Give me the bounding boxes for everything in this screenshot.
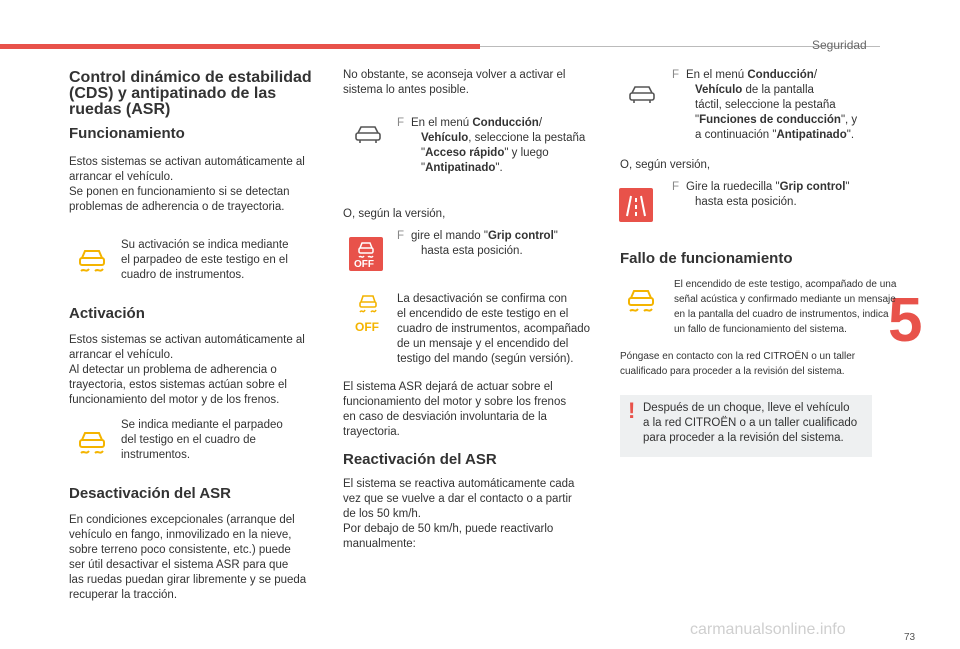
text-line: O, según versión, <box>620 159 711 171</box>
exclamation-icon: ! <box>628 398 636 423</box>
chapter-number: 5 <box>888 286 923 355</box>
text-span: ". <box>846 129 855 141</box>
text-span: ". <box>495 162 503 174</box>
text-span: " <box>553 230 558 242</box>
bullet-marker: F <box>672 69 680 81</box>
car-skid-icon <box>352 292 384 318</box>
text-line: Estos sistemas se activan automáticamente al <box>69 334 305 346</box>
text-span: En el menú <box>686 69 748 81</box>
text-line: táctil, seleccione la pestaña <box>695 99 836 111</box>
bold-text: Funciones de conducción <box>699 114 841 126</box>
text-span: , seleccione la pestaña <box>468 132 586 144</box>
text-line: Se ponen en funcionamiento si se detectan <box>69 186 290 198</box>
text-line: sistema lo antes posible. <box>343 84 469 96</box>
text-line: de un mensaje y el encendido del <box>397 338 569 350</box>
text-line: el parpadeo de este testigo en el <box>121 254 288 266</box>
main-title-line-3: ruedas (ASR) <box>69 101 171 118</box>
grip-control-off-button-icon <box>349 237 383 271</box>
grip-instruction-line-1 <box>672 180 849 195</box>
text-line: O, según la versión, <box>343 208 446 220</box>
text-line: en la pantalla del cuadro de instrumentos, indica <box>674 309 889 320</box>
heading-desactivacion: Desactivación del ASR <box>69 485 232 502</box>
text-line: Estos sistemas se activan automáticamente al <box>69 156 305 168</box>
text-span: " <box>695 114 700 126</box>
text-line: cuadro de instrumentos. <box>121 269 245 281</box>
text-line: de los 50 km/h. <box>343 508 421 520</box>
text-span: Gire la ruedecilla " <box>686 181 780 193</box>
text-line: No obstante, se aconseja volver a activar el <box>343 69 566 81</box>
text-line: problemas de adherencia o de trayectoria. <box>69 201 285 213</box>
text-line: funcionamiento del motor y sobre los frenos <box>343 396 567 408</box>
menu-instruction-line-2 <box>695 83 814 98</box>
text-line: sobre terreno poco consistente, etc.) puede <box>69 544 291 556</box>
header-accent-bar <box>0 44 480 49</box>
bold-text: Antipatinado <box>425 162 496 174</box>
road-icon <box>619 188 653 222</box>
text-line: cuadro de instrumentos, acompañado <box>397 323 591 335</box>
text-line: trayectoria, estos sistemas actúan sobre el <box>69 379 287 391</box>
heading-funcionamiento: Funcionamiento <box>69 125 185 142</box>
bold-text: Conducción <box>472 117 539 129</box>
menu-instruction-line-4 <box>421 161 503 176</box>
grip-control-dial-icon <box>619 188 653 222</box>
text-span: En el menú <box>411 117 473 129</box>
text-line: testigo del mando (según versión). <box>397 353 574 365</box>
text-line: hasta esta posición. <box>695 196 797 208</box>
car-skid-warning-icon <box>625 283 657 315</box>
text-line: El encendido de este testigo, acompañado de una <box>674 279 897 290</box>
section-title: Seguridad <box>812 38 867 52</box>
text-line: señal acústica y confirmado mediante un mensaje <box>674 294 896 305</box>
text-line: el encendido de este testigo en el <box>397 308 569 320</box>
text-span: / <box>813 69 818 81</box>
text-span: a continuación " <box>695 129 777 141</box>
page-number: 73 <box>904 632 916 643</box>
text-line: Después de un choque, lleve el vehículo <box>643 402 850 414</box>
car-menu-icon <box>627 82 657 106</box>
heading-activacion: Activación <box>69 305 145 322</box>
text-line: El sistema se reactiva automáticamente cada <box>343 478 575 490</box>
text-line: En condiciones excepcionales (arranque del <box>69 514 295 526</box>
text-line: funcionamiento del motor y de los frenos. <box>69 394 280 406</box>
text-line: ser útil desactivar el sistema ASR para que <box>69 559 289 571</box>
bullet-marker: F <box>397 117 405 129</box>
text-span: gire el mando " <box>411 230 488 242</box>
text-span: " <box>845 181 850 193</box>
text-line: las ruedas puedan girar libremente y se pueda <box>69 574 307 586</box>
watermark: carmanualsonline.info <box>690 621 846 638</box>
text-line: trayectoria. <box>343 426 400 438</box>
text-span: " y luego <box>504 147 549 159</box>
menu-instruction-line-2 <box>421 131 585 146</box>
bold-text: Acceso rápido <box>425 147 505 159</box>
text-line: Al detectar un problema de adherencia o <box>69 364 277 376</box>
bold-text: Vehículo <box>695 84 743 96</box>
asr-off-warning-icon <box>352 292 384 334</box>
text-line: hasta esta posición. <box>421 245 523 257</box>
text-line: para proceder a la revisión del sistema. <box>643 432 844 444</box>
text-line: cualificado para proceder a la revisión del sistema. <box>620 366 845 377</box>
menu-instruction-line-1 <box>672 68 817 83</box>
text-span: " <box>421 162 426 174</box>
text-line: Se indica mediante el parpadeo <box>121 419 283 431</box>
menu-instruction-line-1 <box>397 116 542 131</box>
text-span: de la pantalla <box>742 84 814 96</box>
menu-instruction-line-3 <box>421 146 549 161</box>
bold-text: Grip control <box>779 181 846 193</box>
bold-text: Antipatinado <box>776 129 847 141</box>
main-title-line-2: (CDS) y antipatinado de las <box>69 85 277 102</box>
grip-instruction-line-1 <box>397 229 558 244</box>
bullet-marker: F <box>672 181 680 193</box>
bold-text: Grip control <box>487 230 554 242</box>
main-title-line-1: Control dinámico de estabilidad <box>69 69 312 86</box>
text-line: vehículo en fango, inmovilizado en la nieve, <box>69 529 292 541</box>
text-span: ", y <box>840 114 858 126</box>
bullet-marker: F <box>397 230 405 242</box>
text-line: Por debajo de 50 km/h, puede reactivarlo <box>343 523 554 535</box>
car-menu-icon <box>353 122 383 146</box>
text-line: arrancar el vehículo. <box>69 171 174 183</box>
text-line: en caso de desviación involuntaria de la <box>343 411 547 423</box>
text-span: / <box>538 117 543 129</box>
text-line: Su activación se indica mediante <box>121 239 289 251</box>
menu-instruction-line-5 <box>695 128 854 143</box>
bold-text: Vehículo <box>421 132 469 144</box>
car-skid-warning-icon <box>76 243 108 275</box>
heading-reactivacion: Reactivación del ASR <box>343 451 497 468</box>
heading-fallo: Fallo de funcionamiento <box>620 250 793 267</box>
text-line: Póngase en contacto con la red CITROËN o un taller <box>620 351 856 362</box>
text-line: manualmente: <box>343 538 416 550</box>
off-label: OFF <box>355 320 379 334</box>
car-skid-warning-icon <box>76 425 108 457</box>
text-line: un fallo de funcionamiento del sistema. <box>674 324 847 335</box>
text-line: a la red CITROËN o a un taller cualificado <box>643 417 858 429</box>
text-span: " <box>421 147 426 159</box>
text-line: arrancar el vehículo. <box>69 349 174 361</box>
text-line: La desactivación se confirma con <box>397 293 568 305</box>
text-line: vez que se vuelve a dar el contacto o a partir <box>343 493 572 505</box>
text-line: El sistema ASR dejará de actuar sobre el <box>343 381 553 393</box>
bold-text: Conducción <box>747 69 814 81</box>
menu-instruction-line-4 <box>695 113 857 128</box>
text-line: instrumentos. <box>121 449 191 461</box>
off-label: OFF <box>354 259 374 270</box>
text-line: recuperar la tracción. <box>69 589 178 601</box>
text-line: del testigo en el cuadro de <box>121 434 256 446</box>
